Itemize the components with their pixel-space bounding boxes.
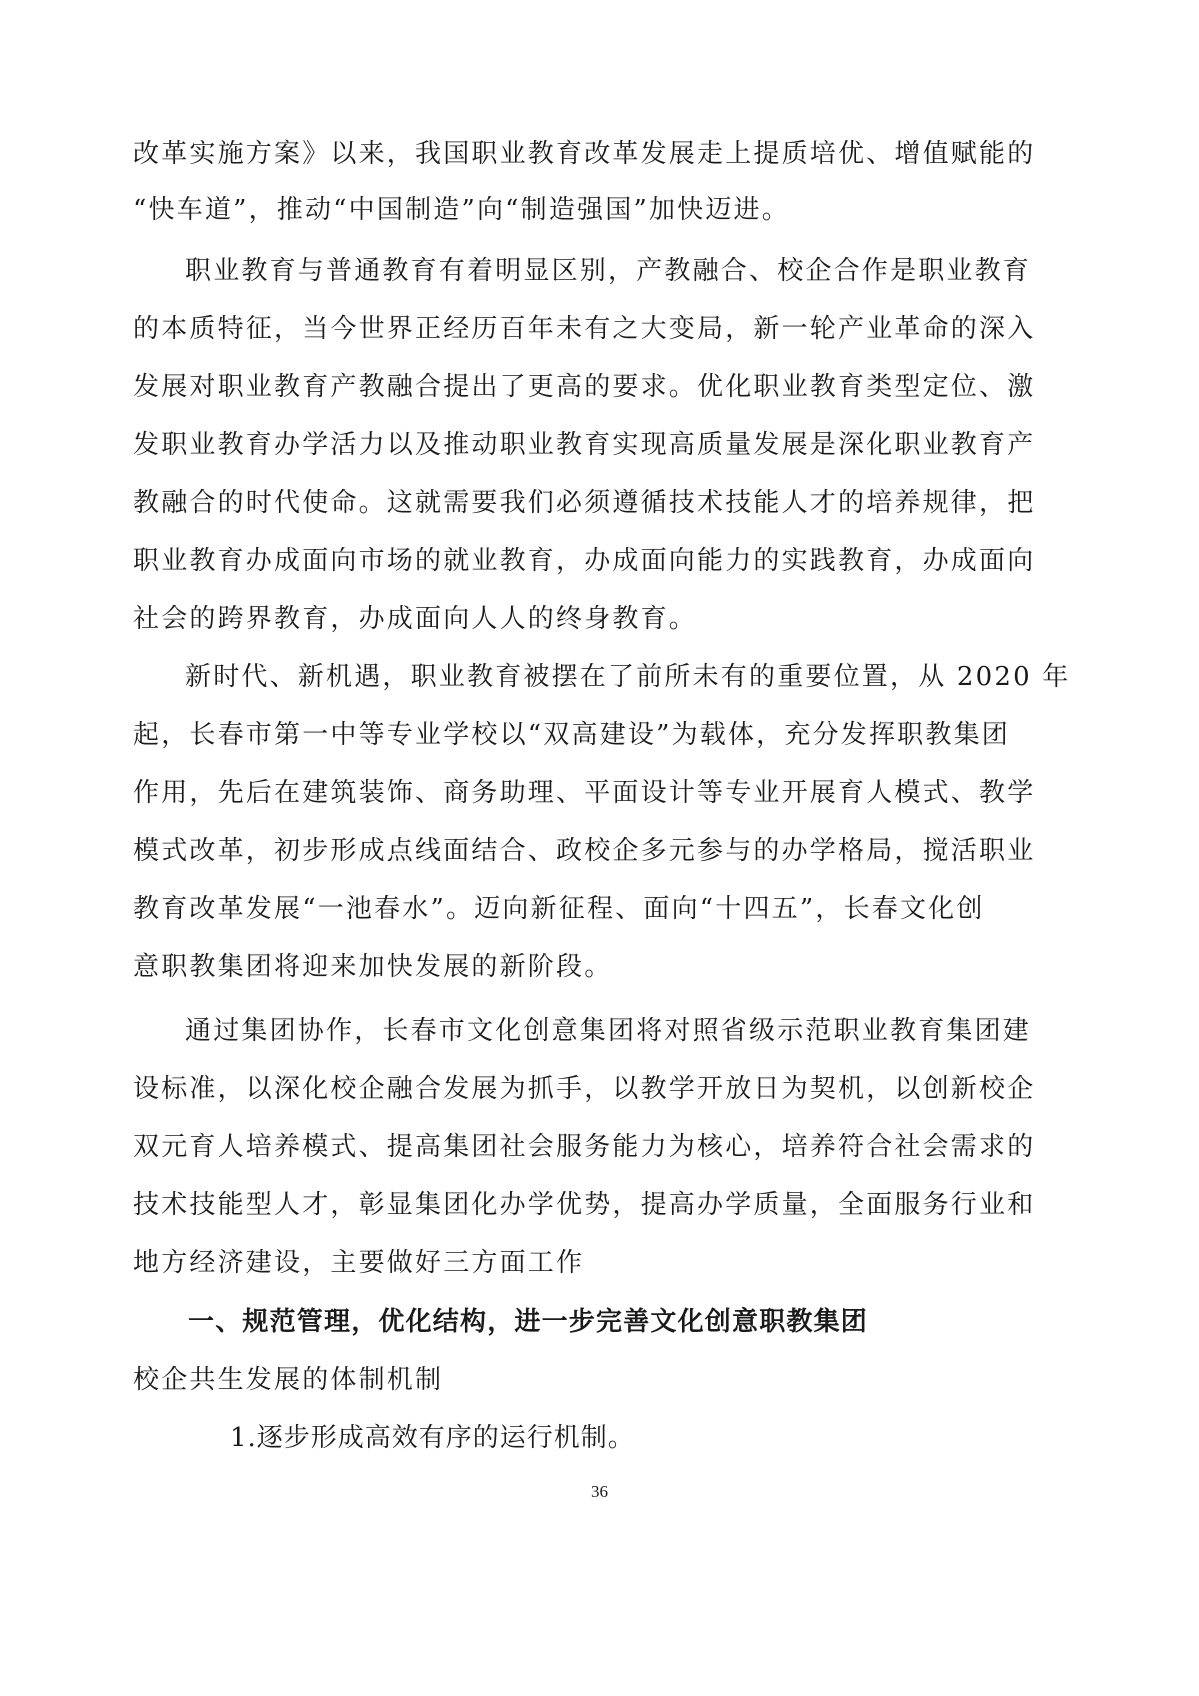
page-number: 36 bbox=[591, 1482, 608, 1501]
text-line: 意职教集团将迎来加快发展的新阶段。 bbox=[133, 952, 613, 982]
text-line: 教育改革发展“一池春水”。迈向新征程、面向“十四五”，长春文化创 bbox=[133, 894, 985, 924]
text-line: 地方经济建设，主要做好三方面工作 bbox=[133, 1248, 585, 1278]
text-line: 技术技能型人才，彰显集团化办学优势，提高办学质量，全面服务行业和 bbox=[133, 1190, 1036, 1220]
text-line: “快车道”，推动“中国制造”向“制造强国”加快迈进。 bbox=[133, 195, 790, 225]
text-line: 社会的跨界教育，办成面向人人的终身教育。 bbox=[133, 604, 698, 634]
section-heading-continued: 校企共生发展的体制机制 bbox=[133, 1365, 444, 1395]
text-line: 教融合的时代使命。这就需要我们必须遵循技术技能人才的培养规律，把 bbox=[133, 488, 1036, 518]
text-line: 职业教育办成面向市场的就业教育，办成面向能力的实践教育，办成面向 bbox=[133, 546, 1036, 576]
sub-item: 1.逐步形成高效有序的运行机制。 bbox=[230, 1423, 635, 1453]
text-line: 设标准，以深化校企融合发展为抓手，以教学开放日为契机，以创新校企 bbox=[133, 1074, 1036, 1104]
text-line: 新时代、新机遇，职业教育被摆在了前所未有的重要位置，从 2020 年 bbox=[185, 662, 1071, 692]
text-line: 作用，先后在建筑装饰、商务助理、平面设计等专业开展育人模式、教学 bbox=[133, 778, 1036, 808]
text-line: 双元育人培养模式、提高集团社会服务能力为核心，培养符合社会需求的 bbox=[133, 1132, 1036, 1162]
text-line: 发展对职业教育产教融合提出了更高的要求。优化职业教育类型定位、激 bbox=[133, 372, 1036, 402]
text-line: 起，长春市第一中等专业学校以“双高建设”为载体，充分发挥职教集团 bbox=[133, 720, 1010, 750]
text-line: 职业教育与普通教育有着明显区别，产教融合、校企合作是职业教育 bbox=[185, 256, 1032, 286]
text-line: 模式改革，初步形成点线面结合、政校企多元参与的办学格局，搅活职业 bbox=[133, 836, 1036, 866]
text-line: 通过集团协作，长春市文化创意集团将对照省级示范职业教育集团建 bbox=[185, 1016, 1032, 1046]
section-heading: 一、规范管理，优化结构，进一步完善文化创意职教集团 bbox=[188, 1307, 869, 1337]
text-line: 的本质特征，当今世界正经历百年未有之大变局，新一轮产业革命的深入 bbox=[133, 314, 1036, 344]
text-line: 发职业教育办学活力以及推动职业教育实现高质量发展是深化职业教育产 bbox=[133, 430, 1036, 460]
text-line: 改革实施方案》以来，我国职业教育改革发展走上提质培优、增值赋能的 bbox=[133, 139, 1036, 169]
